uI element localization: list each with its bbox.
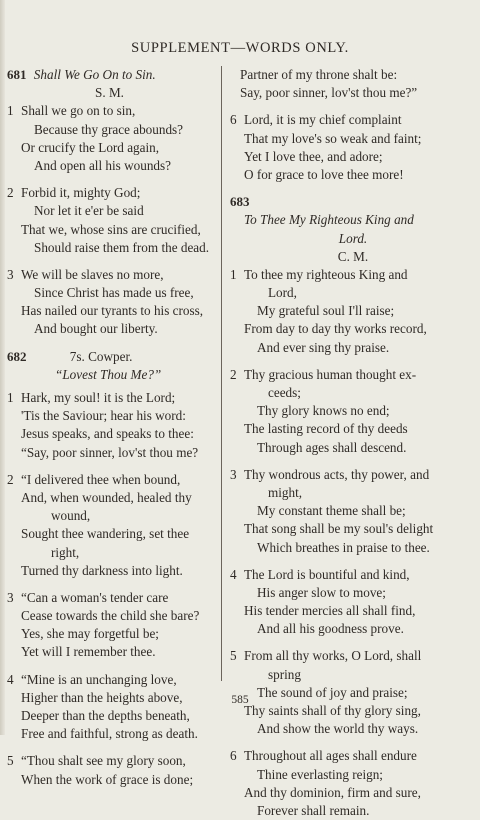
- hymn-title-continued: Lord.: [338, 230, 368, 246]
- verse-number: 1: [7, 103, 14, 119]
- verse-line: Forever shall remain.: [257, 802, 370, 818]
- verse-line: Jesus speaks, and speaks to thee:: [21, 426, 194, 442]
- verse-line: O for grace to love thee more!: [244, 166, 404, 182]
- verse-line: Sought thee wandering, set thee: [21, 526, 190, 542]
- right-column: [230, 66, 436, 820]
- verse-line: Thine everlasting reign;: [257, 766, 383, 782]
- verse-line: When the work of grace is done;: [21, 771, 194, 787]
- hymn-meter-author: 7s. Cowper.: [69, 348, 133, 364]
- verse-line: Because thy grace abounds?: [34, 121, 184, 137]
- verse-number: 2: [7, 185, 14, 201]
- verse-line: Free and faithful, strong as death.: [21, 726, 198, 742]
- hymn-meter: C. M.: [337, 248, 369, 264]
- verse-line: His anger slow to move;: [257, 584, 386, 600]
- verse-line: And, when wounded, healed thy: [21, 489, 192, 505]
- verse-line: spring: [268, 666, 301, 682]
- verse-line: And bought our liberty.: [34, 321, 158, 337]
- verse-line: might,: [268, 484, 303, 500]
- verse-line: To thee my righteous King and: [244, 266, 408, 282]
- verse-line: Or crucify the Lord again,: [21, 139, 160, 155]
- verse-line: Deeper than the depths beneath,: [21, 708, 190, 723]
- verse-number: 3: [7, 589, 14, 605]
- verse-number: 1: [7, 390, 14, 405]
- verse-line: “Can a woman's tender care: [21, 589, 169, 605]
- verse-line: Forbid it, mighty God;: [21, 185, 141, 201]
- verse-line: The lasting record of thy deeds: [244, 421, 408, 437]
- verse-line: And all his goodness prove.: [257, 621, 404, 637]
- hymn-number: 681: [7, 67, 27, 82]
- verse-line: Hark, my soul! it is the Lord;: [21, 390, 176, 405]
- verse-line: Yet will I remember thee.: [21, 644, 156, 660]
- verse-line: “Mine is an unchanging love,: [21, 671, 177, 687]
- verse-line: From all thy works, O Lord, shall: [244, 648, 422, 664]
- verse-line: That song shall be my soul's delight: [244, 521, 434, 537]
- verse-number: 3: [230, 466, 237, 482]
- verse-line: And thy dominion, firm and sure,: [244, 784, 421, 800]
- verse-line: From day to day thy works record,: [244, 321, 427, 337]
- verse-line: Thy wondrous acts, thy power, and: [244, 466, 430, 482]
- verse-line: Which breathes in praise to thee.: [257, 539, 430, 555]
- verse-line: Yes, she may forgetful be;: [21, 626, 159, 642]
- verse-number: 2: [7, 471, 14, 487]
- verse-number: 5: [7, 753, 14, 769]
- page-number: 585: [231, 694, 249, 706]
- verse-line: And ever sing thy praise.: [257, 339, 390, 355]
- hymn-682-header: [7, 348, 212, 366]
- hymn-title: Shall We Go On to Sin.: [33, 67, 156, 82]
- verse-number: 1: [230, 266, 237, 282]
- verse-line: We will be slaves no more,: [21, 266, 164, 282]
- verse-line: Lord, it is my chief complaint: [244, 112, 402, 128]
- verse-line: My constant theme shall be;: [257, 503, 406, 519]
- verse-number: 5: [230, 648, 237, 664]
- verse-line: And open all his wounds?: [34, 157, 171, 173]
- verse-number: 2: [230, 366, 237, 382]
- hymn-681-header: [7, 66, 212, 84]
- verse-line: And show the world thy ways.: [257, 721, 419, 737]
- verse-line: Has nailed our tyrants to his cross,: [21, 303, 204, 319]
- hymn-meter: S. M.: [95, 85, 124, 101]
- hymn-title: “Lovest Thou Me?”: [55, 366, 162, 382]
- verse-line: Thy saints shall of thy glory sing,: [244, 703, 421, 718]
- verse-line: My grateful soul I'll raise;: [257, 303, 395, 319]
- verse-line: ceeds;: [268, 385, 301, 400]
- verse-line: Through ages shall descend.: [257, 439, 407, 455]
- verse-line: Throughout all ages shall endure: [244, 748, 417, 764]
- verse-number: 4: [7, 671, 14, 687]
- page-binding-edge: [0, 0, 5, 735]
- hymn-title: To Thee My Righteous King and: [244, 212, 414, 228]
- verse-line: Lord,: [268, 285, 297, 301]
- hymn-number: 682: [7, 348, 27, 364]
- verse-line: “I delivered thee when bound,: [21, 471, 181, 487]
- verse-line: Partner of my throne shalt be:: [240, 67, 398, 82]
- verse-line: Say, poor sinner, lov'st thou me?”: [240, 85, 418, 101]
- column-divider: [221, 66, 222, 681]
- verse-number: 3: [7, 266, 14, 282]
- verse-line: Nor let it e'er be said: [34, 203, 144, 219]
- verse-line: That we, whose sins are crucified,: [21, 221, 201, 237]
- verse-line: right,: [51, 544, 80, 560]
- verse-line: Shall we go on to sin,: [21, 103, 136, 119]
- verse-line: Thy glory knows no end;: [257, 403, 390, 419]
- verse-line: Higher than the heights above,: [21, 689, 183, 705]
- verse-line: “Thou shalt see my glory soon,: [21, 753, 186, 769]
- verse-line: The sound of joy and praise;: [257, 684, 408, 700]
- verse-line: “Say, poor sinner, lov'st thou me?: [21, 444, 199, 460]
- verse-line: wound,: [51, 508, 91, 524]
- verse-line: Yet I love thee, and adore;: [244, 148, 383, 164]
- verse-line: Since Christ has made us free,: [34, 285, 194, 301]
- verse-number: 4: [230, 566, 237, 582]
- verse-line: Cease towards the child she bare?: [21, 608, 200, 624]
- verse-line: Turned thy darkness into light.: [21, 562, 183, 578]
- verse-line: That my love's so weak and faint;: [244, 130, 422, 146]
- running-head: SUPPLEMENT—WORDS ONLY.: [131, 40, 349, 56]
- hymn-number: 683: [230, 194, 250, 210]
- left-column: [7, 66, 212, 789]
- verse-line: Thy gracious human thought ex-: [244, 366, 417, 382]
- verse-line: Should raise them from the dead.: [34, 239, 210, 255]
- verse-line: His tender mercies all shall find,: [244, 603, 416, 619]
- verse-number: 6: [230, 748, 237, 764]
- verse-line: The Lord is bountiful and kind,: [244, 566, 410, 582]
- verse-number: 6: [230, 112, 237, 128]
- verse-line: 'Tis the Saviour; hear his word:: [21, 408, 186, 424]
